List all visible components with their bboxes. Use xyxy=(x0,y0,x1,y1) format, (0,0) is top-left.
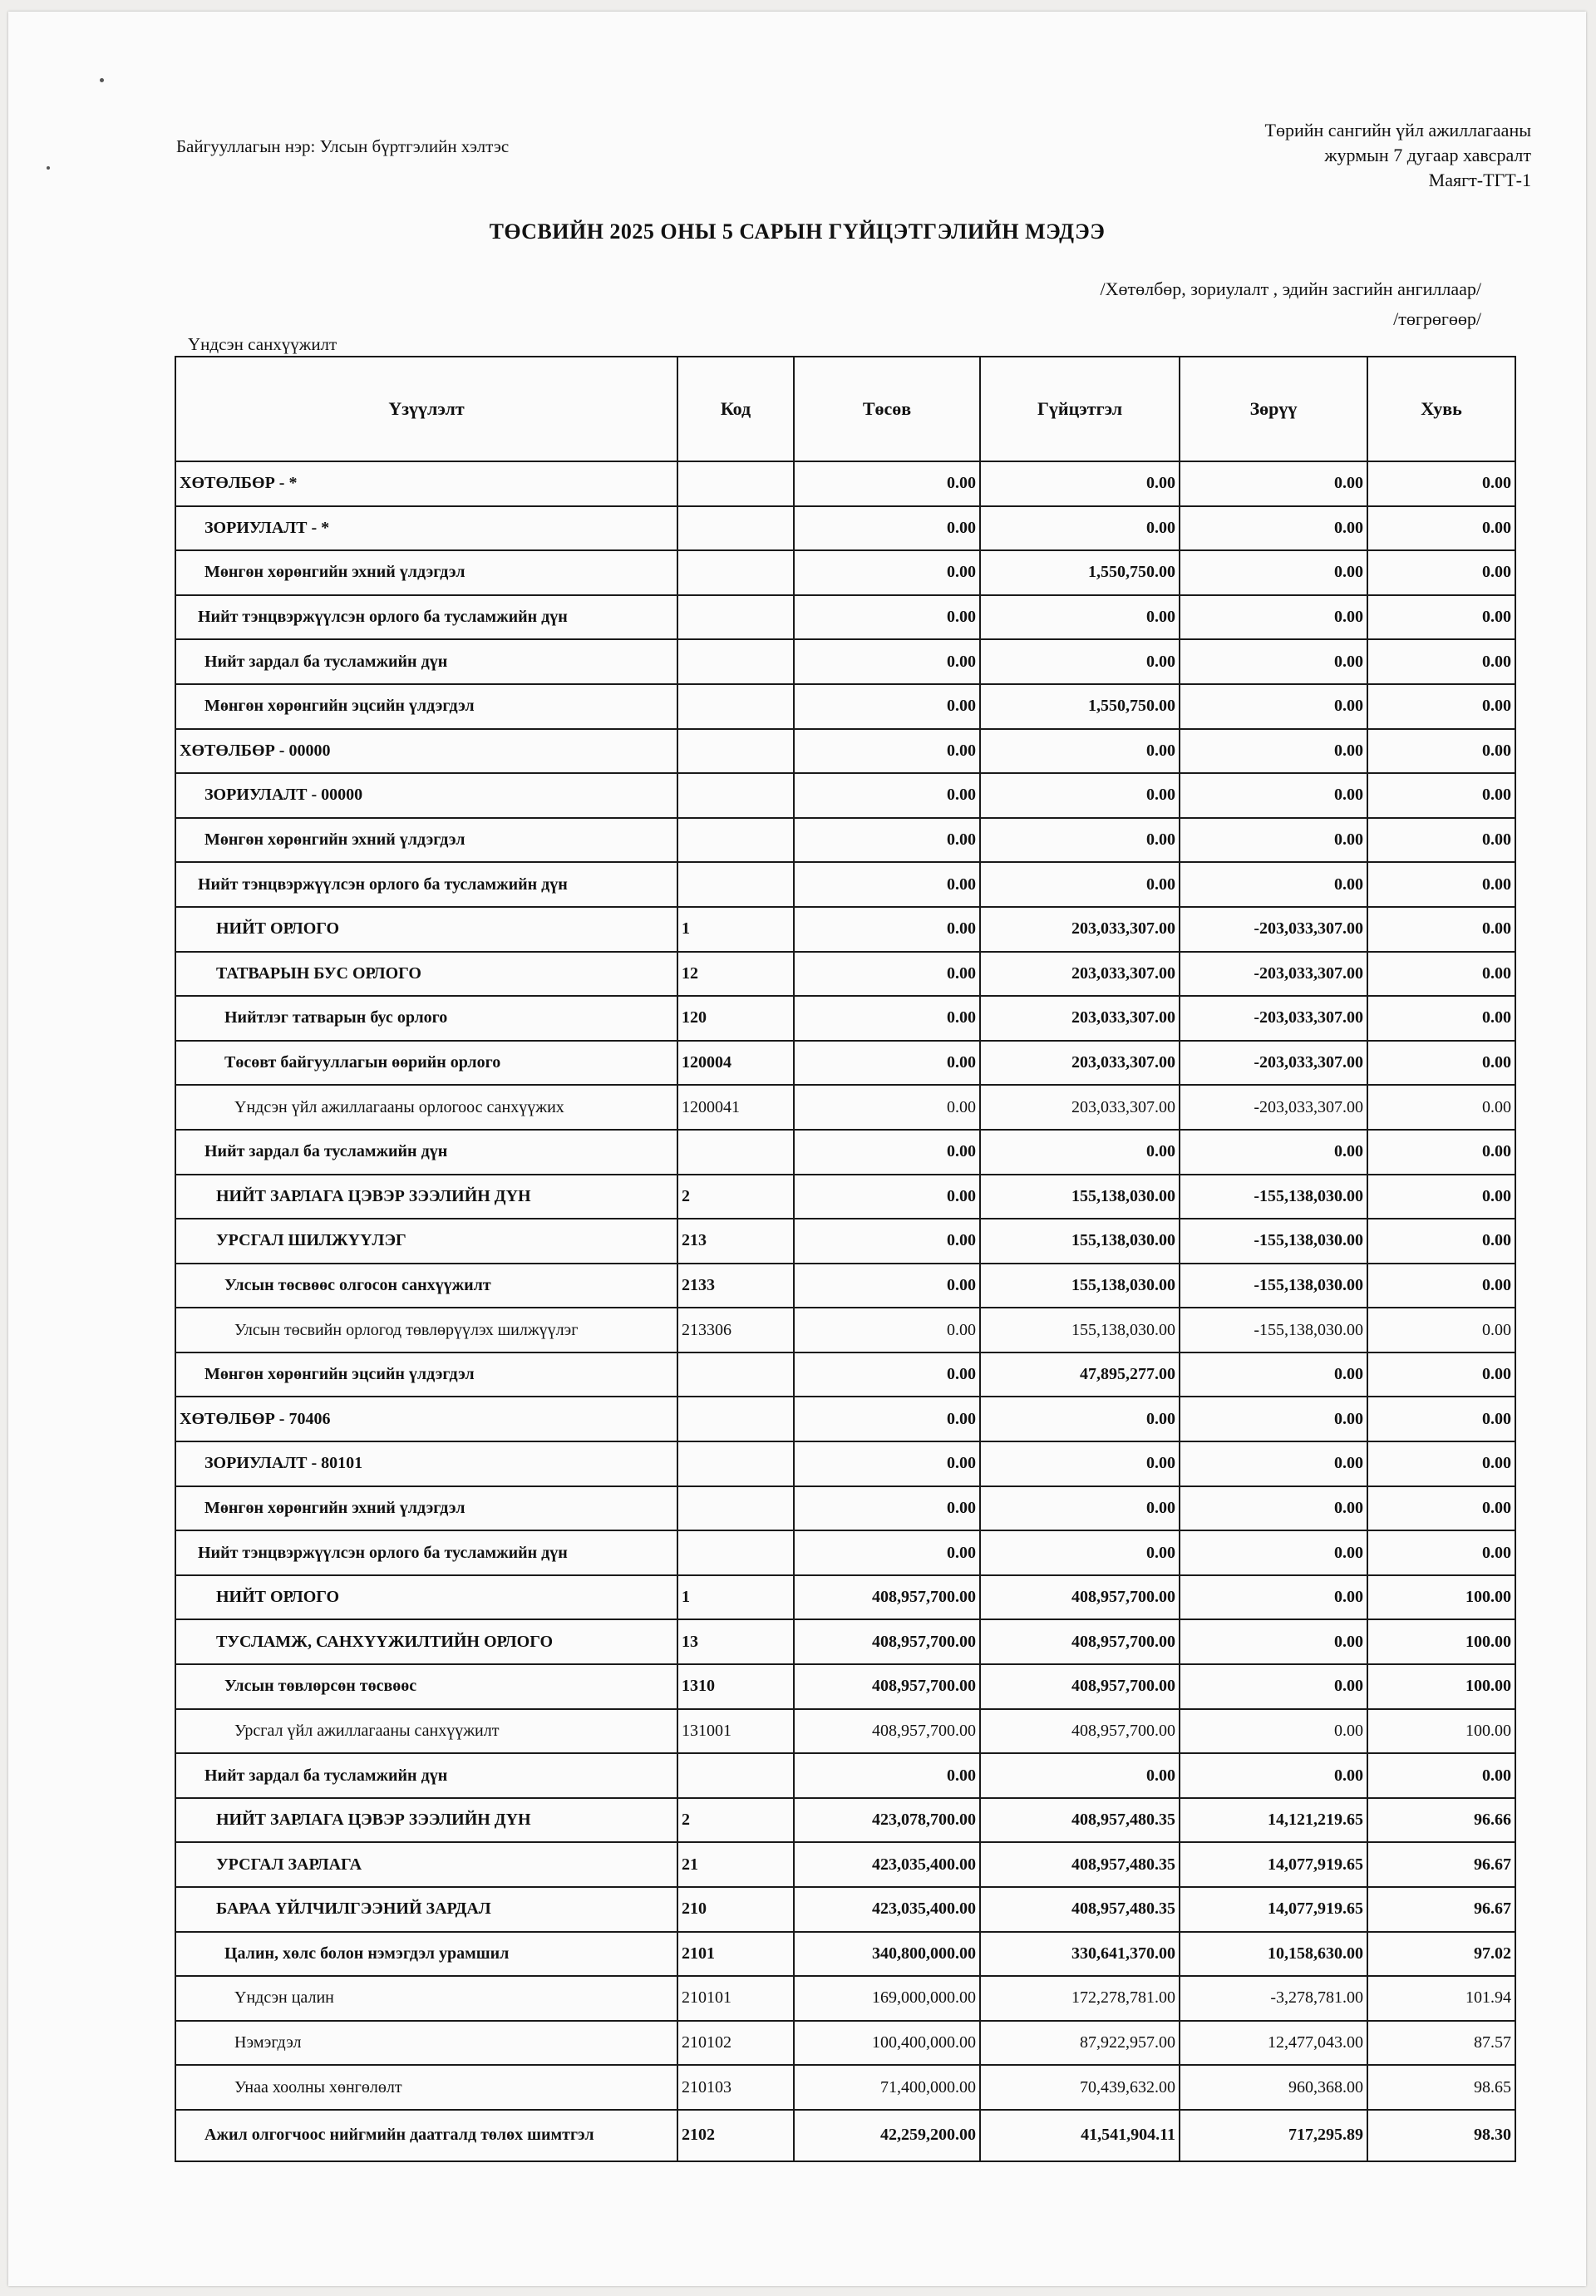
row-difference: -203,033,307.00 xyxy=(1180,952,1367,997)
table-row xyxy=(175,907,1515,952)
row-difference: -155,138,030.00 xyxy=(1180,1308,1367,1352)
row-actual: 408,957,700.00 xyxy=(980,1709,1180,1754)
row-code xyxy=(677,639,794,684)
row-code: 210 xyxy=(677,1887,794,1932)
row-difference: 0.00 xyxy=(1180,862,1367,907)
row-percent: 100.00 xyxy=(1367,1575,1515,1620)
row-difference: 0.00 xyxy=(1180,1130,1367,1175)
row-code: 131001 xyxy=(677,1709,794,1754)
row-actual: 0.00 xyxy=(980,461,1180,506)
row-code xyxy=(677,818,794,863)
row-percent: 98.30 xyxy=(1367,2110,1515,2161)
row-difference: 0.00 xyxy=(1180,729,1367,774)
row-percent: 96.66 xyxy=(1367,1798,1515,1843)
table-row xyxy=(175,862,1515,907)
row-code xyxy=(677,595,794,640)
row-percent: 0.00 xyxy=(1367,639,1515,684)
row-actual: 0.00 xyxy=(980,1486,1180,1531)
table-row xyxy=(175,461,1515,506)
row-indicator: ХӨТӨЛБӨР - 00000 xyxy=(175,729,677,774)
row-indicator: УРСГАЛ ШИЛЖҮҮЛЭГ xyxy=(175,1219,677,1264)
row-budget: 0.00 xyxy=(794,550,980,595)
row-code xyxy=(677,684,794,729)
row-code xyxy=(677,1352,794,1397)
row-budget: 0.00 xyxy=(794,1219,980,1264)
table-row xyxy=(175,773,1515,818)
row-actual: 408,957,700.00 xyxy=(980,1575,1180,1620)
row-difference: 0.00 xyxy=(1180,506,1367,551)
row-budget: 340,800,000.00 xyxy=(794,1932,980,1977)
row-difference: 0.00 xyxy=(1180,1486,1367,1531)
row-budget: 0.00 xyxy=(794,862,980,907)
row-budget: 0.00 xyxy=(794,1486,980,1531)
table-row xyxy=(175,1397,1515,1441)
row-code: 120004 xyxy=(677,1041,794,1086)
row-code: 2101 xyxy=(677,1932,794,1977)
table-header-row xyxy=(175,357,1515,461)
table-row xyxy=(175,1264,1515,1308)
row-actual: 41,541,904.11 xyxy=(980,2110,1180,2161)
row-code xyxy=(677,1486,794,1531)
row-actual: 0.00 xyxy=(980,1130,1180,1175)
row-percent: 100.00 xyxy=(1367,1619,1515,1664)
row-indicator: Нийт зардал ба тусламжийн дүн xyxy=(175,639,677,684)
row-indicator: Төсөвт байгууллагын өөрийн орлого xyxy=(175,1041,677,1086)
row-difference: 0.00 xyxy=(1180,1575,1367,1620)
row-difference: 12,477,043.00 xyxy=(1180,2021,1367,2066)
row-indicator: Мөнгөн хөрөнгийн эцсийн үлдэгдэл xyxy=(175,684,677,729)
row-code xyxy=(677,862,794,907)
row-budget: 408,957,700.00 xyxy=(794,1664,980,1709)
row-difference: 717,295.89 xyxy=(1180,2110,1367,2161)
row-actual: 155,138,030.00 xyxy=(980,1264,1180,1308)
row-difference: -203,033,307.00 xyxy=(1180,907,1367,952)
row-difference: 0.00 xyxy=(1180,1397,1367,1441)
row-code xyxy=(677,729,794,774)
form-reference xyxy=(1265,118,1532,193)
row-actual: 408,957,480.35 xyxy=(980,1887,1180,1932)
row-code xyxy=(677,461,794,506)
row-budget: 0.00 xyxy=(794,818,980,863)
row-actual: 87,922,957.00 xyxy=(980,2021,1180,2066)
row-percent: 0.00 xyxy=(1367,907,1515,952)
row-difference: 14,121,219.65 xyxy=(1180,1798,1367,1843)
row-indicator: Улсын төсвөөс олгосон санхүүжилт xyxy=(175,1264,677,1308)
organization-name: Байгууллагын нэр: Улсын бүртгэлийн хэлтэс xyxy=(176,136,510,156)
table-row xyxy=(175,1664,1515,1709)
row-budget: 0.00 xyxy=(794,1352,980,1397)
row-code: 210103 xyxy=(677,2065,794,2110)
row-budget: 408,957,700.00 xyxy=(794,1709,980,1754)
row-code: 2102 xyxy=(677,2110,794,2161)
row-percent: 0.00 xyxy=(1367,595,1515,640)
row-indicator: Улсын төсвийн орлогод төвлөрүүлэх шилжүүлэг xyxy=(175,1308,677,1352)
row-percent: 0.00 xyxy=(1367,506,1515,551)
table-row xyxy=(175,639,1515,684)
row-budget: 0.00 xyxy=(794,907,980,952)
table-row xyxy=(175,506,1515,551)
row-difference: 0.00 xyxy=(1180,773,1367,818)
row-indicator: ХӨТӨЛБӨР - * xyxy=(175,461,677,506)
row-percent: 0.00 xyxy=(1367,1486,1515,1531)
row-indicator: Мөнгөн хөрөнгийн эхний үлдэгдэл xyxy=(175,550,677,595)
row-budget: 0.00 xyxy=(794,1308,980,1352)
row-percent: 0.00 xyxy=(1367,862,1515,907)
row-budget: 0.00 xyxy=(794,1130,980,1175)
row-actual: 408,957,480.35 xyxy=(980,1798,1180,1843)
row-difference: -155,138,030.00 xyxy=(1180,1219,1367,1264)
row-percent: 96.67 xyxy=(1367,1842,1515,1887)
row-percent: 100.00 xyxy=(1367,1664,1515,1709)
report-subtitle xyxy=(1101,274,1482,334)
row-percent: 0.00 xyxy=(1367,1085,1515,1130)
row-indicator: Нийт тэнцвэржүүлсэн орлого ба тусламжийн дүн xyxy=(175,1530,677,1575)
form-reference-line: Төрийн сангийн үйл ажиллагааны xyxy=(1264,120,1531,140)
row-budget: 0.00 xyxy=(794,1264,980,1308)
table-row xyxy=(175,1308,1515,1352)
row-indicator: Цалин, хөлс болон нэмэгдэл урамшил xyxy=(175,1932,677,1977)
row-indicator: Үндсэн цалин xyxy=(175,1976,677,2021)
row-actual: 203,033,307.00 xyxy=(980,1085,1180,1130)
table-row xyxy=(175,1219,1515,1264)
row-indicator: Нийт тэнцвэржүүлсэн орлого ба тусламжийн дүн xyxy=(175,862,677,907)
row-percent: 0.00 xyxy=(1367,1175,1515,1219)
row-percent: 0.00 xyxy=(1367,550,1515,595)
row-budget: 423,035,400.00 xyxy=(794,1842,980,1887)
table-row xyxy=(175,595,1515,640)
row-percent: 0.00 xyxy=(1367,684,1515,729)
row-indicator: ЗОРИУЛАЛТ - 00000 xyxy=(175,773,677,818)
row-budget: 423,078,700.00 xyxy=(794,1798,980,1843)
row-budget: 0.00 xyxy=(794,1041,980,1086)
table-row xyxy=(175,952,1515,997)
row-budget: 0.00 xyxy=(794,639,980,684)
row-code xyxy=(677,1530,794,1575)
table-row xyxy=(175,818,1515,863)
row-code: 21 xyxy=(677,1842,794,1887)
row-actual: 0.00 xyxy=(980,1441,1180,1486)
paper-speck xyxy=(47,166,50,170)
row-code xyxy=(677,1753,794,1798)
row-difference: -155,138,030.00 xyxy=(1180,1175,1367,1219)
row-actual: 0.00 xyxy=(980,639,1180,684)
row-budget: 0.00 xyxy=(794,595,980,640)
row-percent: 100.00 xyxy=(1367,1709,1515,1754)
row-budget: 0.00 xyxy=(794,506,980,551)
table-row xyxy=(175,550,1515,595)
table-row xyxy=(175,1175,1515,1219)
row-indicator: НИЙТ ЗАРЛАГА ЦЭВЭР ЗЭЭЛИЙН ДҮН xyxy=(175,1798,677,1843)
row-indicator: Үндсэн үйл ажиллагааны орлогоос санхүүжих xyxy=(175,1085,677,1130)
table-row xyxy=(175,1041,1515,1086)
row-difference: 0.00 xyxy=(1180,1352,1367,1397)
row-actual: 0.00 xyxy=(980,818,1180,863)
row-percent: 0.00 xyxy=(1367,729,1515,774)
table-row xyxy=(175,2021,1515,2066)
row-difference: 0.00 xyxy=(1180,684,1367,729)
row-difference: 10,158,630.00 xyxy=(1180,1932,1367,1977)
row-actual: 155,138,030.00 xyxy=(980,1308,1180,1352)
row-actual: 408,957,700.00 xyxy=(980,1664,1180,1709)
table-row xyxy=(175,1486,1515,1531)
row-difference: 0.00 xyxy=(1180,461,1367,506)
row-indicator: Урсгал үйл ажиллагааны санхүүжилт xyxy=(175,1709,677,1754)
row-difference: 14,077,919.65 xyxy=(1180,1887,1367,1932)
column-header-budget: Төсөв xyxy=(794,357,980,461)
row-code: 2 xyxy=(677,1798,794,1843)
table-row xyxy=(175,1887,1515,1932)
row-code xyxy=(677,1397,794,1441)
row-actual: 1,550,750.00 xyxy=(980,550,1180,595)
row-actual: 0.00 xyxy=(980,506,1180,551)
row-actual: 203,033,307.00 xyxy=(980,996,1180,1041)
row-actual: 0.00 xyxy=(980,729,1180,774)
row-difference: 0.00 xyxy=(1180,1530,1367,1575)
row-difference: -203,033,307.00 xyxy=(1180,996,1367,1041)
row-actual: 330,641,370.00 xyxy=(980,1932,1180,1977)
row-budget: 169,000,000.00 xyxy=(794,1976,980,2021)
row-indicator: ТУСЛАМЖ, САНХҮҮЖИЛТИЙН ОРЛОГО xyxy=(175,1619,677,1664)
row-code: 1 xyxy=(677,907,794,952)
table-row xyxy=(175,996,1515,1041)
table-row xyxy=(175,1530,1515,1575)
row-indicator: Мөнгөн хөрөнгийн эцсийн үлдэгдэл xyxy=(175,1352,677,1397)
row-actual: 70,439,632.00 xyxy=(980,2065,1180,2110)
column-header-code: Код xyxy=(677,357,794,461)
row-indicator: Нийт зардал ба тусламжийн дүн xyxy=(175,1130,677,1175)
row-percent: 0.00 xyxy=(1367,1308,1515,1352)
row-difference: 960,368.00 xyxy=(1180,2065,1367,2110)
row-difference: -155,138,030.00 xyxy=(1180,1264,1367,1308)
row-budget: 0.00 xyxy=(794,952,980,997)
row-percent: 0.00 xyxy=(1367,1130,1515,1175)
row-budget: 0.00 xyxy=(794,996,980,1041)
row-actual: 203,033,307.00 xyxy=(980,1041,1180,1086)
row-percent: 0.00 xyxy=(1367,996,1515,1041)
row-code: 210102 xyxy=(677,2021,794,2066)
row-budget: 0.00 xyxy=(794,729,980,774)
row-percent: 0.00 xyxy=(1367,1753,1515,1798)
row-actual: 0.00 xyxy=(980,773,1180,818)
row-indicator: Унаа хоолны хөнгөлөлт xyxy=(175,2065,677,2110)
row-budget: 0.00 xyxy=(794,1085,980,1130)
row-actual: 203,033,307.00 xyxy=(980,907,1180,952)
row-code: 210101 xyxy=(677,1976,794,2021)
table-row xyxy=(175,1709,1515,1754)
row-budget: 0.00 xyxy=(794,1397,980,1441)
row-budget: 42,259,200.00 xyxy=(794,2110,980,2161)
row-indicator: ТАТВАРЫН БУС ОРЛОГО xyxy=(175,952,677,997)
row-actual: 0.00 xyxy=(980,1530,1180,1575)
row-indicator: Улсын төвлөрсөн төсвөөс xyxy=(175,1664,677,1709)
row-budget: 408,957,700.00 xyxy=(794,1575,980,1620)
row-indicator: НИЙТ ОРЛОГО xyxy=(175,1575,677,1620)
row-difference: -203,033,307.00 xyxy=(1180,1041,1367,1086)
row-actual: 1,550,750.00 xyxy=(980,684,1180,729)
row-percent: 0.00 xyxy=(1367,1441,1515,1486)
row-indicator: БАРАА ҮЙЛЧИЛГЭЭНИЙ ЗАРДАЛ xyxy=(175,1887,677,1932)
row-indicator: Мөнгөн хөрөнгийн эхний үлдэгдэл xyxy=(175,818,677,863)
row-code xyxy=(677,1130,794,1175)
row-actual: 408,957,480.35 xyxy=(980,1842,1180,1887)
column-header-percent: Хувь xyxy=(1367,357,1515,461)
row-actual: 0.00 xyxy=(980,1753,1180,1798)
row-actual: 203,033,307.00 xyxy=(980,952,1180,997)
row-indicator: НИЙТ ЗАРЛАГА ЦЭВЭР ЗЭЭЛИЙН ДҮН xyxy=(175,1175,677,1219)
row-budget: 0.00 xyxy=(794,684,980,729)
paper-speck xyxy=(100,78,104,82)
row-difference: -3,278,781.00 xyxy=(1180,1976,1367,2021)
document-page xyxy=(8,12,1586,2286)
row-indicator: Нийтлэг татварын бус орлого xyxy=(175,996,677,1041)
table-row xyxy=(175,729,1515,774)
row-code: 1310 xyxy=(677,1664,794,1709)
table-row xyxy=(175,1976,1515,2021)
row-actual: 0.00 xyxy=(980,862,1180,907)
row-percent: 0.00 xyxy=(1367,773,1515,818)
fund-source-label: Үндсэн санхүүжилт xyxy=(188,334,337,354)
row-code: 2 xyxy=(677,1175,794,1219)
row-indicator: НИЙТ ОРЛОГО xyxy=(175,907,677,952)
table-row xyxy=(175,1842,1515,1887)
row-percent: 96.67 xyxy=(1367,1887,1515,1932)
table-row xyxy=(175,1932,1515,1977)
row-difference: 0.00 xyxy=(1180,1441,1367,1486)
row-actual: 0.00 xyxy=(980,595,1180,640)
report-title: ТӨСВИЙН 2025 ОНЫ 5 САРЫН ГҮЙЦЭТГЭЛИЙН МЭДЭЭ xyxy=(489,219,1106,244)
row-budget: 0.00 xyxy=(794,773,980,818)
table-row xyxy=(175,1085,1515,1130)
row-code: 1 xyxy=(677,1575,794,1620)
form-code: Маягт-ТГТ-1 xyxy=(1428,170,1531,190)
row-difference: 0.00 xyxy=(1180,1619,1367,1664)
row-indicator: УРСГАЛ ЗАРЛАГА xyxy=(175,1842,677,1887)
column-header-indicator: Үзүүлэлт xyxy=(175,357,677,461)
row-difference: 0.00 xyxy=(1180,818,1367,863)
row-actual: 0.00 xyxy=(980,1397,1180,1441)
row-difference: 0.00 xyxy=(1180,1709,1367,1754)
table-row xyxy=(175,1619,1515,1664)
row-code: 213306 xyxy=(677,1308,794,1352)
row-budget: 71,400,000.00 xyxy=(794,2065,980,2110)
row-difference: 0.00 xyxy=(1180,1753,1367,1798)
row-actual: 155,138,030.00 xyxy=(980,1219,1180,1264)
row-actual: 408,957,700.00 xyxy=(980,1619,1180,1664)
row-indicator: Нийт зардал ба тусламжийн дүн xyxy=(175,1753,677,1798)
table-row xyxy=(175,1130,1515,1175)
row-code xyxy=(677,1441,794,1486)
row-code: 12 xyxy=(677,952,794,997)
row-code: 120 xyxy=(677,996,794,1041)
table-row xyxy=(175,2065,1515,2110)
row-budget: 0.00 xyxy=(794,1441,980,1486)
column-header-actual: Гүйцэтгэл xyxy=(980,357,1180,461)
row-budget: 0.00 xyxy=(794,1175,980,1219)
row-code xyxy=(677,550,794,595)
row-percent: 0.00 xyxy=(1367,461,1515,506)
row-percent: 0.00 xyxy=(1367,1264,1515,1308)
row-indicator: ХӨТӨЛБӨР - 70406 xyxy=(175,1397,677,1441)
table-row xyxy=(175,1352,1515,1397)
row-difference: -203,033,307.00 xyxy=(1180,1085,1367,1130)
row-percent: 0.00 xyxy=(1367,1397,1515,1441)
row-percent: 0.00 xyxy=(1367,818,1515,863)
budget-table xyxy=(175,356,1516,2162)
row-budget: 0.00 xyxy=(794,1530,980,1575)
row-percent: 87.57 xyxy=(1367,2021,1515,2066)
row-code: 213 xyxy=(677,1219,794,1264)
row-percent: 0.00 xyxy=(1367,952,1515,997)
row-indicator: Мөнгөн хөрөнгийн эхний үлдэгдэл xyxy=(175,1486,677,1531)
row-indicator: ЗОРИУЛАЛТ - 80101 xyxy=(175,1441,677,1486)
table-row xyxy=(175,1798,1515,1843)
row-indicator: ЗОРИУЛАЛТ - * xyxy=(175,506,677,551)
row-budget: 0.00 xyxy=(794,1753,980,1798)
row-percent: 0.00 xyxy=(1367,1530,1515,1575)
row-budget: 0.00 xyxy=(794,461,980,506)
row-difference: 0.00 xyxy=(1180,639,1367,684)
row-difference: 0.00 xyxy=(1180,1664,1367,1709)
table-row xyxy=(175,2110,1515,2161)
row-difference: 0.00 xyxy=(1180,595,1367,640)
table-row xyxy=(175,1753,1515,1798)
row-percent: 0.00 xyxy=(1367,1041,1515,1086)
row-code: 13 xyxy=(677,1619,794,1664)
table-row xyxy=(175,1441,1515,1486)
row-actual: 172,278,781.00 xyxy=(980,1976,1180,2021)
row-indicator: Нэмэгдэл xyxy=(175,2021,677,2066)
row-budget: 408,957,700.00 xyxy=(794,1619,980,1664)
row-percent: 101.94 xyxy=(1367,1976,1515,2021)
row-budget: 423,035,400.00 xyxy=(794,1887,980,1932)
row-percent: 0.00 xyxy=(1367,1219,1515,1264)
table-row xyxy=(175,1575,1515,1620)
column-header-difference: Зөрүү xyxy=(1180,357,1367,461)
row-percent: 0.00 xyxy=(1367,1352,1515,1397)
table-row xyxy=(175,684,1515,729)
row-actual: 155,138,030.00 xyxy=(980,1175,1180,1219)
row-indicator: Нийт тэнцвэржүүлсэн орлого ба тусламжийн дүн xyxy=(175,595,677,640)
row-code: 1200041 xyxy=(677,1085,794,1130)
row-code xyxy=(677,506,794,551)
form-reference-line: журмын 7 дугаар хавсралт xyxy=(1324,145,1531,165)
row-percent: 98.65 xyxy=(1367,2065,1515,2110)
row-difference: 14,077,919.65 xyxy=(1180,1842,1367,1887)
classification-note: /Хөтөлбөр, зориулалт , эдийн засгийн ангиллаар/ xyxy=(1100,278,1481,299)
row-budget: 100,400,000.00 xyxy=(794,2021,980,2066)
currency-unit: /төгрөгөөр/ xyxy=(1393,308,1481,329)
row-difference: 0.00 xyxy=(1180,550,1367,595)
row-indicator: Ажил олгогчоос нийгмийн даатгалд төлөх шимтгэл xyxy=(175,2110,677,2161)
row-actual: 47,895,277.00 xyxy=(980,1352,1180,1397)
row-percent: 97.02 xyxy=(1367,1932,1515,1977)
row-code: 2133 xyxy=(677,1264,794,1308)
row-code xyxy=(677,773,794,818)
